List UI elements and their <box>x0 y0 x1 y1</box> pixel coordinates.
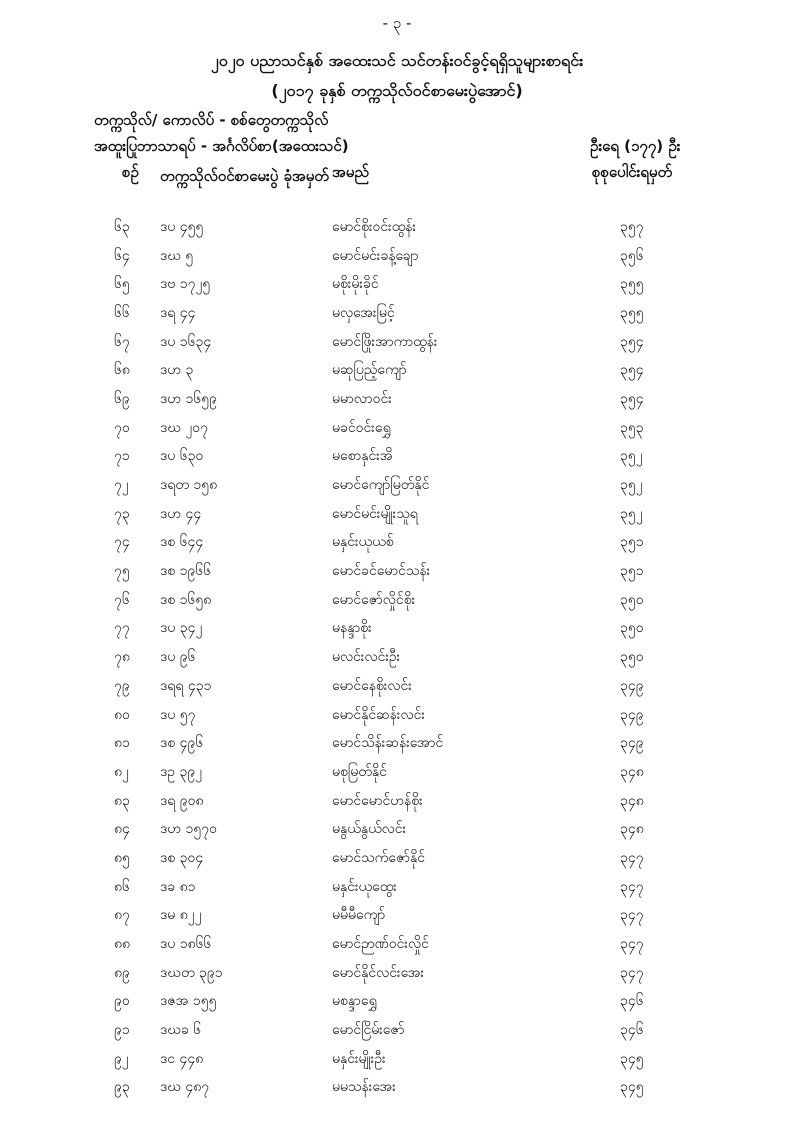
row-name: မလှအေးမြင့် <box>332 304 395 321</box>
table-row <box>0 471 740 500</box>
row-roll-number: ဒဗ ၁၇၂၅ <box>160 276 211 293</box>
row-roll-number: ဒပ ၆၃၀ <box>160 448 204 465</box>
row-total-marks: ၃၄၈ <box>620 792 644 809</box>
row-total-marks: ၃၄၇ <box>620 907 644 924</box>
row-name: မောင်ဇော်လှိုင်စိုး <box>332 591 416 608</box>
header-total-marks: စုစုပေါင်းရမှတ် <box>592 163 673 181</box>
row-roll-number: ဒစ ၁၉၆၆ <box>160 563 212 580</box>
row-name: မနှင်းယုယစ် <box>332 534 394 551</box>
header-seq: စဉ် <box>122 163 139 181</box>
table-row <box>0 414 740 443</box>
row-name: မစုမြတ်နိုင် <box>332 763 387 780</box>
row-seq: ၈၀ <box>114 706 130 723</box>
row-total-marks: ၃၅၅ <box>620 276 644 293</box>
row-seq: ၇၉ <box>114 677 130 694</box>
row-roll-number: ဒပ ၁၆၃၄ <box>160 333 212 350</box>
row-seq: ၈၄ <box>114 821 130 838</box>
row-seq: ၇၇ <box>114 620 130 637</box>
row-seq: ၉၁ <box>114 1022 130 1039</box>
row-total-marks: ၃၄၆ <box>620 1022 644 1039</box>
row-total-marks: ၃၅၆ <box>620 247 644 264</box>
row-roll-number: ဒင ၄၄၈ <box>160 1050 204 1067</box>
results-table-body <box>0 213 740 1102</box>
row-total-marks: ၃၅၄ <box>620 390 644 407</box>
table-row <box>0 500 740 529</box>
table-row <box>0 902 740 931</box>
row-roll-number: ဒဥ ၃၉၂ <box>160 763 203 780</box>
row-name: မောင်နိုင်ဆန်းလင်း <box>332 706 425 723</box>
row-seq: ၆၆ <box>114 304 130 321</box>
row-seq: ၈၆ <box>114 878 130 895</box>
row-total-marks: ၃၄၇ <box>620 849 644 866</box>
table-row <box>0 930 740 959</box>
row-seq: ၆၇ <box>114 333 130 350</box>
row-name: မောင်ဖြိုးအာကာထွန်း <box>332 333 438 350</box>
table-row <box>0 959 740 988</box>
table-row <box>0 586 740 615</box>
row-seq: ၈၈ <box>114 936 130 953</box>
row-name: မစောနှင်းအိ <box>332 448 393 465</box>
row-roll-number: ဒဃ ၄၈၇ <box>160 1079 210 1096</box>
row-total-marks: ၃၅၂ <box>620 477 643 494</box>
row-roll-number: ဒဟ ၄၄ <box>160 505 202 522</box>
row-total-marks: ၃၄၇ <box>620 964 644 981</box>
table-row <box>0 356 740 385</box>
row-total-marks: ၃၄၈ <box>620 821 644 838</box>
table-row <box>0 758 740 787</box>
row-name: မနှင်းယုထွေး <box>332 878 397 895</box>
row-total-marks: ၃၅၁ <box>620 563 644 580</box>
row-seq: ၉၃ <box>114 1079 130 1096</box>
table-row <box>0 672 740 701</box>
header-name: အမည် <box>332 163 369 181</box>
row-roll-number: ဒဃတ ၃၉၁ <box>160 964 223 981</box>
row-seq: ၇၁ <box>114 448 130 465</box>
row-roll-number: ဒစ ၃၀၄ <box>160 849 204 866</box>
row-seq: ၆၄ <box>114 247 130 264</box>
row-total-marks: ၃၄၆ <box>620 993 644 1010</box>
row-total-marks: ၃၄၈ <box>620 763 644 780</box>
table-row <box>0 701 740 730</box>
table-row <box>0 643 740 672</box>
row-seq: ၇၃ <box>114 505 130 522</box>
row-total-marks: ၃၄၇ <box>620 878 644 895</box>
table-row <box>0 328 740 357</box>
document-subtitle: (၂၀၁၇ ခုနှစ် တက္ကသိုလ်ဝင်စာမေးပွဲအောင်) <box>271 81 523 100</box>
row-name: မောင်ခင်မောင်သန်း <box>332 563 431 580</box>
row-seq: ၇၀ <box>114 419 130 436</box>
row-total-marks: ၃၄၇ <box>620 936 644 953</box>
row-name: မလင်းလင်းဦး <box>332 649 401 666</box>
row-seq: ၇၄ <box>114 534 130 551</box>
row-name: မောင်မောင်ဟန်စိုး <box>332 792 423 809</box>
table-row <box>0 299 740 328</box>
row-total-marks: ၃၄၉ <box>620 706 644 723</box>
table-row <box>0 1045 740 1074</box>
row-roll-number: ဒဟ ၁၅၇၀ <box>160 821 217 838</box>
row-total-marks: ၃၄၅ <box>620 1079 644 1096</box>
row-seq: ၆၈ <box>114 362 130 379</box>
row-roll-number: ဒစ ၁၆၅၈ <box>160 591 212 608</box>
row-roll-number: ဒဟ ၁၆၅၉ <box>160 390 217 407</box>
page-number: - ၃ - <box>382 14 412 32</box>
row-name: မောင်နေစိုးလင်း <box>332 677 412 694</box>
row-seq: ၈၃ <box>114 792 130 809</box>
row-name: မောင်မင်းမျိုးသူရ <box>332 505 418 522</box>
row-seq: ၉၂ <box>114 1050 129 1067</box>
row-total-marks: ၃၅၀ <box>620 591 644 608</box>
row-roll-number: ဒဇအ ၁၅၅ <box>160 993 217 1010</box>
row-total-marks: ၃၅၀ <box>620 620 644 637</box>
table-row <box>0 615 740 644</box>
row-total-marks: ၃၅၂ <box>620 448 643 465</box>
table-row <box>0 873 740 902</box>
row-total-marks: ၃၄၅ <box>620 1050 644 1067</box>
row-name: မောင်ကျော်မြတ်နိုင် <box>332 477 430 494</box>
table-row <box>0 213 740 242</box>
row-roll-number: ဒဃ ၂၀၇ <box>160 419 209 436</box>
table-row <box>0 1016 740 1045</box>
row-seq: ၈၇ <box>114 907 130 924</box>
row-name: မောင်ဉာဏ်ဝင်းလှိုင် <box>332 936 429 953</box>
row-seq: ၉၀ <box>114 993 130 1010</box>
row-name: မစိုးမိုးခိုင် <box>332 276 379 293</box>
row-roll-number: ဒပ ၃၄၂ <box>160 620 203 637</box>
row-roll-number: ဒပ ၁၈၆၆ <box>160 936 212 953</box>
row-total-marks: ၃၅၅ <box>620 304 644 321</box>
row-total-marks: ၃၅၀ <box>620 649 644 666</box>
row-roll-number: ဒရ ၉၀၈ <box>160 792 204 809</box>
student-count: ဦးရေ (၁၇၇) ဦး <box>590 137 681 155</box>
row-name: မောင်မင်းခန့်ချော <box>332 247 419 264</box>
row-total-marks: ၃၄၉ <box>620 735 644 752</box>
table-row <box>0 529 740 558</box>
table-row <box>0 787 740 816</box>
row-total-marks: ၃၅၁ <box>620 534 644 551</box>
row-name: မနန္ဒာစိုး <box>332 620 372 637</box>
row-roll-number: ဒစ ၄၉၆ <box>160 735 204 752</box>
row-total-marks: ၃၅၄ <box>620 333 644 350</box>
table-row <box>0 270 740 299</box>
row-seq: ၆၅ <box>114 276 130 293</box>
row-roll-number: ဒပ ၉၆ <box>160 649 196 666</box>
row-name: မမီမီကျော် <box>332 907 386 924</box>
table-row <box>0 385 740 414</box>
university-line: တက္ကသိုလ်/ ကောလိပ် - စစ်တွေတက္ကသိုလ် <box>94 111 329 129</box>
results-table <box>0 213 740 1102</box>
row-roll-number: ဒရ ၄၄ <box>160 304 196 321</box>
row-seq: ၆၃ <box>114 218 130 235</box>
row-name: မခင်ဝင်းရွှေ <box>332 419 391 436</box>
row-total-marks: ၃၅၄ <box>620 362 644 379</box>
row-name: မဆုပြည့်ကျော် <box>332 362 407 379</box>
row-roll-number: ဒဟ ၃ <box>160 362 194 379</box>
row-name: မောင်စိုးဝင်းထွန်း <box>332 218 417 235</box>
row-seq: ၈၁ <box>114 735 130 752</box>
table-row <box>0 242 740 271</box>
row-total-marks: ၃၄၉ <box>620 677 644 694</box>
row-seq: ၈၉ <box>114 964 130 981</box>
row-roll-number: ဒပ ၅၇ <box>160 706 196 723</box>
row-name: မောင်သက်ဇော်နိုင် <box>332 849 426 866</box>
row-seq: ၇၈ <box>114 649 130 666</box>
table-row <box>0 815 740 844</box>
table-row <box>0 1074 740 1103</box>
table-row <box>0 729 740 758</box>
header-roll-number: တက္ကသိုလ်ဝင်စာမေးပွဲ ခုံအမှတ် <box>160 167 329 185</box>
row-name: မနွယ်နွယ်လင်း <box>332 821 407 838</box>
row-roll-number: ဒမ ၈၂၂ <box>160 907 202 924</box>
row-name: မနှင်းမျိုးဦး <box>332 1050 386 1067</box>
row-name: မောင်သိန်းဆန်းအောင် <box>332 735 444 752</box>
row-total-marks: ၃၅၇ <box>620 218 644 235</box>
table-row <box>0 844 740 873</box>
row-seq: ၇၂ <box>114 477 129 494</box>
row-name: မမသန်းအေး <box>332 1079 396 1096</box>
document-title: ၂၀၂၀ ပညာသင်နှစ် အထေးသင် သင်တန်းဝင်ခွင့်ရရှိသူများစာရင်း <box>210 51 584 70</box>
row-roll-number: ဒခ ၈၁ <box>160 878 196 895</box>
subject-line: အထူးပြုဘာသာရပ် - အင်္ဂလိပ်စာ(အထေးသင်) <box>94 137 349 155</box>
row-seq: ၇၅ <box>114 563 130 580</box>
row-roll-number: ဒစ ၆၄၄ <box>160 534 204 551</box>
row-seq: ၈၂ <box>114 763 129 780</box>
row-roll-number: ဒရရ ၄၃၁ <box>160 677 212 694</box>
row-roll-number: ဒပ ၄၅၅ <box>160 218 204 235</box>
row-name: မောင်နိုင်လင်းအေး <box>332 964 425 981</box>
row-seq: ၆၉ <box>114 390 130 407</box>
row-seq: ၇၆ <box>114 591 130 608</box>
row-name: မမာလာဝင်း <box>332 390 392 407</box>
row-roll-number: ဒရတ ၁၅၈ <box>160 477 218 494</box>
table-row <box>0 988 740 1017</box>
row-total-marks: ၃၅၃ <box>620 419 644 436</box>
row-roll-number: ဒဃ ၅ <box>160 247 194 264</box>
row-total-marks: ၃၅၂ <box>620 505 643 522</box>
row-name: မောင်ငြိမ်းဇော် <box>332 1022 405 1039</box>
row-roll-number: ဒဃခ ၆ <box>160 1022 202 1039</box>
row-seq: ၈၅ <box>114 849 130 866</box>
row-name: မစန္ဒာရွှေ <box>332 993 377 1010</box>
table-row <box>0 557 740 586</box>
table-row <box>0 443 740 472</box>
